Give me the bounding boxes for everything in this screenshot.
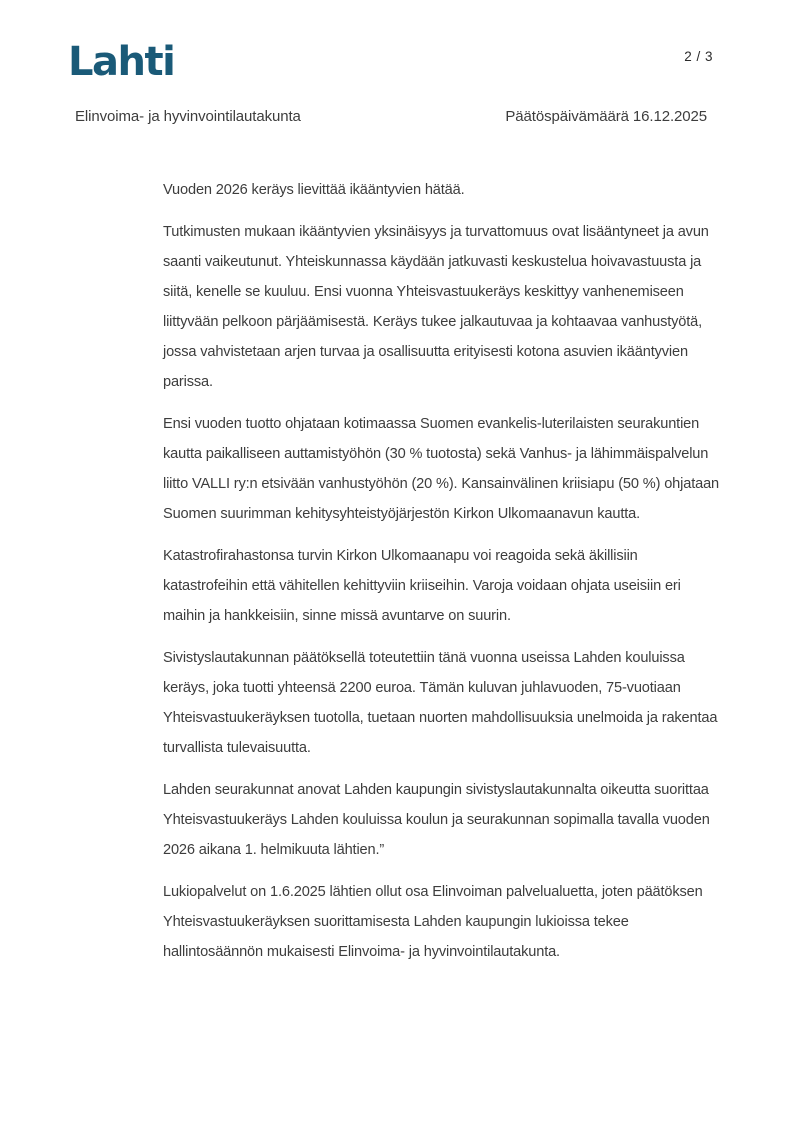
page-number: 2 / 3	[684, 49, 713, 64]
body-paragraph: Katastrofirahastonsa turvin Kirkon Ulkomaanapu voi reagoida sekä äkillisiin katastrofeihin että vähitellen kehittyviin kriiseihin. Varoja voidaan ohjata useisiin eri maihin ja hankkeisiin, sinne missä avuntarve on suurin.	[163, 548, 681, 624]
document-subheader	[75, 107, 707, 127]
body-paragraph: Lukiopalvelut on 1.6.2025 lähtien ollut osa Elinvoiman palvelualuetta, joten päätöksen Yhteisvastuukeräyksen suorittamisesta Lahden kaupungin lukioissa tekee hallintosäännön mukaisesti Elinvoima- ja hyvinvointilautakunta.	[163, 884, 703, 960]
body-paragraph: Vuoden 2026 keräys lievittää ikääntyvien hätää.	[163, 182, 465, 198]
document-body	[163, 175, 723, 979]
body-paragraph: Tutkimusten mukaan ikääntyvien yksinäisyys ja turvattomuus ovat lisääntyneet ja avun saanti vaikeutunut. Yhteiskunnassa käydään jatkuvasti keskustelua hoivavastuusta ja siitä, kenelle se kuuluu. Ensi vuonna Yhteisvastuukeräys keskittyy vanhenemiseen liittyvään pelkoon pärjäämisestä. Keräys tukee jalkautuvaa ja kohtaavaa vanhustyötä, jossa vahvistetaan arjen turvaa ja osallisuutta erityisesti kotona asuvien ikääntyvien parissa.	[163, 224, 709, 390]
document-header	[68, 40, 713, 84]
body-paragraph: Lahden seurakunnat anovat Lahden kaupungin sivistyslautakunnalta oikeutta suorittaa Yhteisvastuukeräys Lahden kouluissa koulun ja seurakunnan sopimalla tavalla vuoden 2026 aikana 1. helmikuuta lähtien.”	[163, 782, 710, 858]
body-paragraph: Sivistyslautakunnan päätöksellä toteutettiin tänä vuonna useissa Lahden kouluissa keräys, joka tuotti yhteensä 2200 euroa. Tämän kuluvan juhlavuoden, 75-vuotiaan Yhteisvastuukeräyksen tuotolla, tuetaan nuorten mahdollisuuksia unelmoida ja rakentaa turvallista tulevaisuutta.	[163, 650, 718, 756]
lahti-logo: Lahti	[68, 39, 175, 85]
decision-date: Päätöspäivämäärä 16.12.2025	[505, 108, 707, 125]
committee-name: Elinvoima- ja hyvinvointilautakunta	[75, 108, 301, 125]
body-paragraph: Ensi vuoden tuotto ohjataan kotimaassa Suomen evankelis-luterilaisten seurakuntien kautta paikalliseen auttamistyöhön (30 % tuotosta) sekä Vanhus- ja lähimmäispalvelun liitto VALLI ry:n etsivään vanhustyöhön (20 %). Kansainvälinen kriisiapu (50 %) ohjataan Suomen suurimman kehitysyhteistyöjärjestön Kirkon Ulkomaanavun kautta.	[163, 416, 720, 522]
